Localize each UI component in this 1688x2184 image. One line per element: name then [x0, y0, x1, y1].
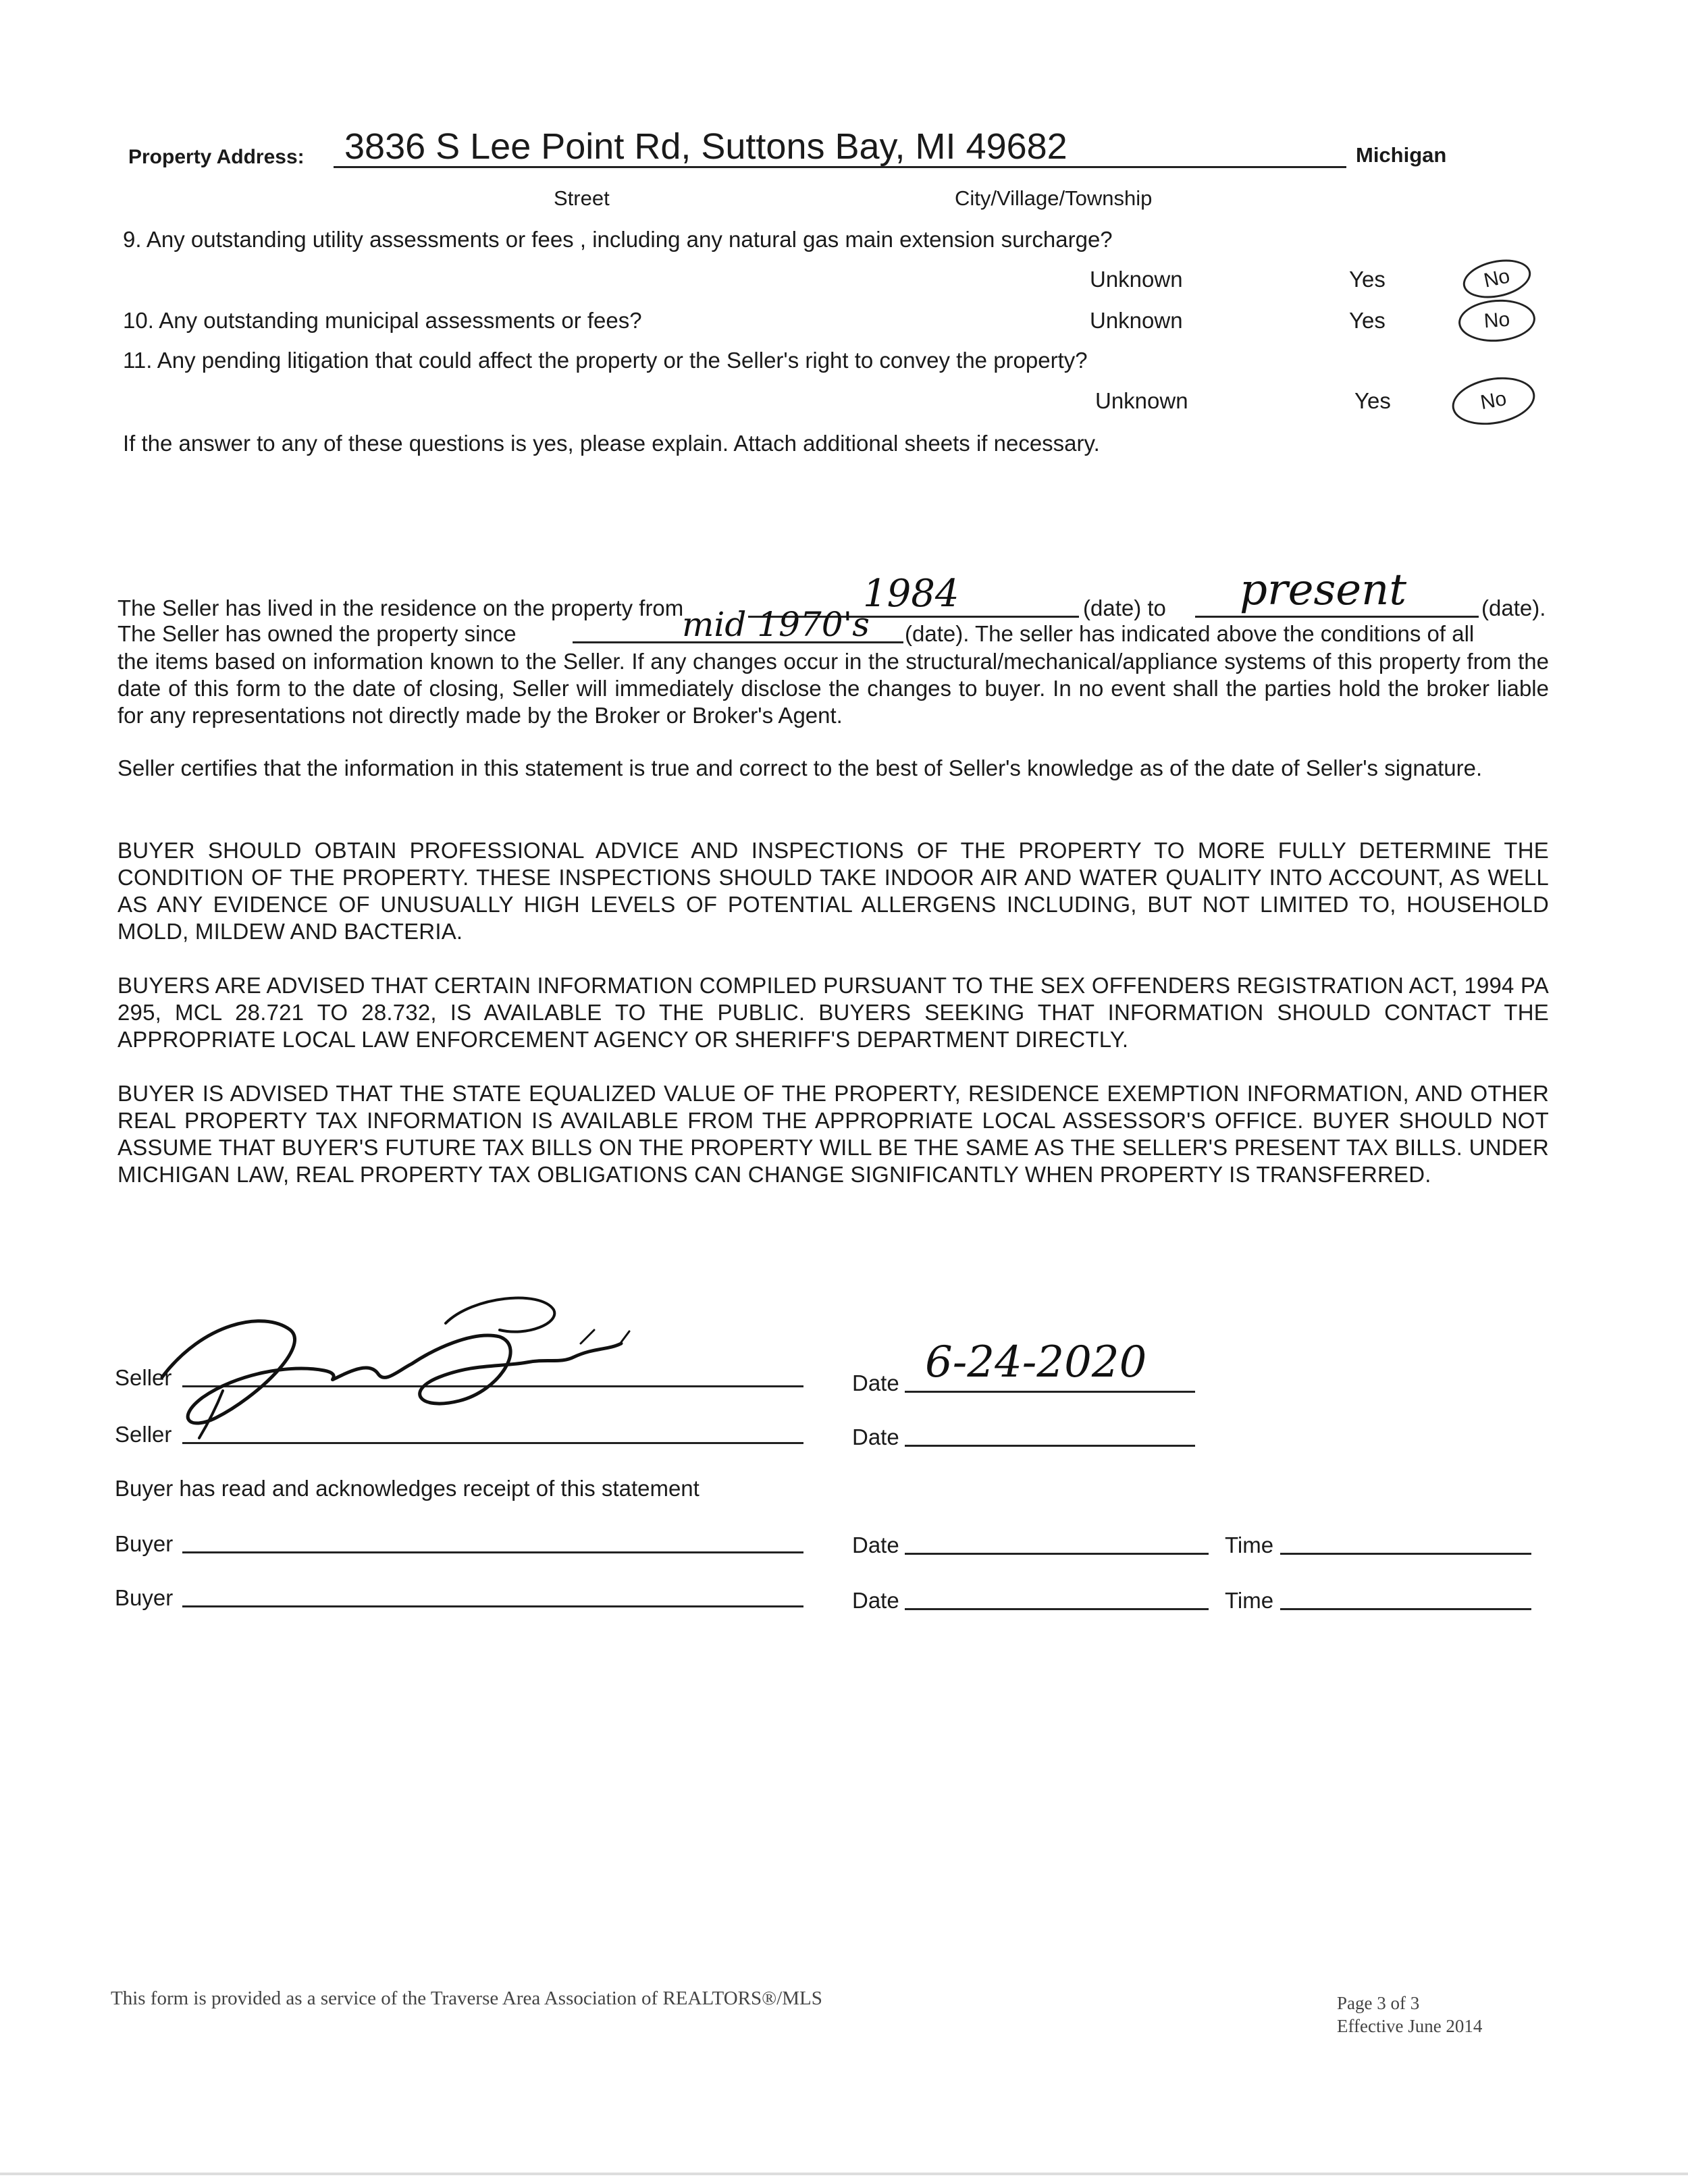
question-10-unknown[interactable]: Unknown: [1090, 308, 1183, 333]
buyer-1-time-line[interactable]: [1280, 1553, 1531, 1555]
seller-1-date-line: [905, 1391, 1195, 1393]
lived-date-label: (date) to: [1083, 595, 1166, 620]
question-11-no-circled[interactable]: [1448, 371, 1539, 431]
question-9-yes[interactable]: Yes: [1349, 267, 1386, 292]
question-9-no-circled[interactable]: [1460, 254, 1535, 304]
lived-prefix: The Seller has lived in the residence on the property from: [117, 595, 684, 620]
seller-2-date-line: [905, 1445, 1195, 1447]
explain-note: If the answer to any of these questions is yes, please explain. Attach additional sheets if necessary.: [123, 431, 1100, 456]
question-11-unknown[interactable]: Unknown: [1095, 388, 1188, 413]
buyer-1-line[interactable]: [182, 1551, 803, 1553]
owned-suffix: (date). The seller has indicated above the conditions of all: [905, 621, 1475, 646]
question-11-no: No: [1479, 387, 1508, 415]
street-label: Street: [554, 186, 610, 210]
buyer-2-label: Buyer: [115, 1585, 174, 1610]
buyer-ack: Buyer has read and acknowledges receipt of this statement: [115, 1476, 700, 1501]
question-10-no: No: [1483, 308, 1511, 333]
owned-prefix: The Seller has owned the property since: [117, 621, 517, 646]
buyer-1-date-label: Date: [852, 1533, 899, 1557]
property-address-line: [334, 166, 1346, 168]
seller-2-date-label: Date: [852, 1424, 899, 1449]
footer-effective: Effective June 2014: [1337, 2016, 1483, 2036]
seller-signature-graphic[interactable]: [122, 1283, 675, 1445]
footer-notice: This form is provided as a service of the Traverse Area Association of REALTORS®/MLS: [111, 1988, 822, 2009]
seller-1-label: Seller: [115, 1365, 172, 1390]
question-11: 11. Any pending litigation that could affect the property or the Seller's right to convey the property?: [123, 348, 1088, 373]
lived-from-value[interactable]: 1984: [863, 572, 959, 616]
question-9: 9. Any outstanding utility assessments or fees , including any natural gas main extension surcharge?: [123, 227, 1113, 252]
residence-body: the items based on information known to the Seller. If any changes occur in the structural/mechanical/appliance systems of this property from the date of this form to the date of closing, Seller will immediately disclose the changes to buyer. In no event shall the parties hold the broker liable for any representations not directly made by the Broker or Broker's Agent.: [117, 649, 1549, 728]
buyer-1-date-line[interactable]: [905, 1553, 1209, 1555]
buyer-2-time-label: Time: [1225, 1588, 1274, 1613]
footer-page: Page 3 of 3: [1337, 1993, 1420, 2013]
lived-to-line: [1195, 616, 1479, 618]
question-10-no-circled[interactable]: [1457, 297, 1537, 344]
question-10: 10. Any outstanding municipal assessments or fees?: [123, 308, 642, 333]
buyer-2-date-line[interactable]: [905, 1608, 1209, 1610]
notice-sex-offenders: BUYERS ARE ADVISED THAT CERTAIN INFORMATION COMPILED PURSUANT TO THE SEX OFFENDERS REGISTRATION ACT, 1994 PA 295, MCL 28.721 TO 28.732, IS AVAILABLE TO THE PUBLIC. BUYERS SEEKING THAT INFORMATION SHOULD CONTACT THE APPROPRIATE LOCAL LAW ENFORCEMENT AGENCY OR SHERIFF'S DEPARTMENT DIRECTLY.: [117, 973, 1549, 1052]
city-label: City/Village/Township: [955, 186, 1153, 210]
notice-tax: BUYER IS ADVISED THAT THE STATE EQUALIZED VALUE OF THE PROPERTY, RESIDENCE EXEMPTION INFORMATION, AND OTHER REAL PROPERTY TAX INFORMATION IS AVAILABLE FROM THE APPROPRIATE LOCAL ASSESSOR'S OFFICE. BUYER SHOULD NOT ASSUME THAT BUYER'S FUTURE TAX BILLS ON THE PROPERTY WILL BE THE SAME AS THE SELLER'S PRESENT TAX BILLS. UNDER MICHIGAN LAW, REAL PROPERTY TAX OBLIGATIONS CAN CHANGE SIGNIFICANTLY WHEN PROPERTY IS TRANSFERRED.: [117, 1081, 1549, 1187]
question-9-unknown[interactable]: Unknown: [1090, 267, 1183, 292]
property-address-label: Property Address:: [128, 146, 305, 168]
property-address-value[interactable]: 3836 S Lee Point Rd, Suttons Bay, MI 49682: [344, 126, 1067, 167]
lived-date-end: (date).: [1481, 595, 1546, 620]
buyer-2-time-line[interactable]: [1280, 1608, 1531, 1610]
lived-to-value[interactable]: present: [1240, 565, 1407, 615]
buyer-1-label: Buyer: [115, 1531, 174, 1556]
certify-paragraph: Seller certifies that the information in this statement is true and correct to the best of Seller's knowledge as of the date of Seller's signature.: [117, 755, 1483, 780]
seller-2-label: Seller: [115, 1422, 172, 1447]
seller-1-date-value[interactable]: 6-24-2020: [925, 1337, 1147, 1387]
buyer-2-date-label: Date: [852, 1588, 899, 1613]
scan-bottom-edge: [0, 2173, 1688, 2175]
question-10-yes[interactable]: Yes: [1349, 308, 1386, 333]
owned-since-value[interactable]: mid 1970's: [682, 605, 870, 644]
buyer-1-time-label: Time: [1225, 1533, 1274, 1557]
buyer-2-line[interactable]: [182, 1605, 803, 1607]
question-9-no: No: [1481, 265, 1512, 292]
question-11-yes[interactable]: Yes: [1354, 388, 1391, 413]
seller-2-line: [182, 1442, 803, 1444]
seller-1-date-label: Date: [852, 1370, 899, 1395]
state-label: Michigan: [1356, 143, 1447, 167]
notice-inspections: BUYER SHOULD OBTAIN PROFESSIONAL ADVICE AND INSPECTIONS OF THE PROPERTY TO MORE FULLY DETERMINE THE CONDITION OF THE PROPERTY. THESE INSPECTIONS SHOULD TAKE INDOOR AIR AND WATER QUALITY INTO ACCOUNT, AS WELL AS ANY EVIDENCE OF UNUSUALLY HIGH LEVELS OF POTENTIAL ALLERGENS INCLUDING, BUT NOT LIMITED TO, HOUSEHOLD MOLD, MILDEW AND BACTERIA.: [117, 838, 1549, 944]
